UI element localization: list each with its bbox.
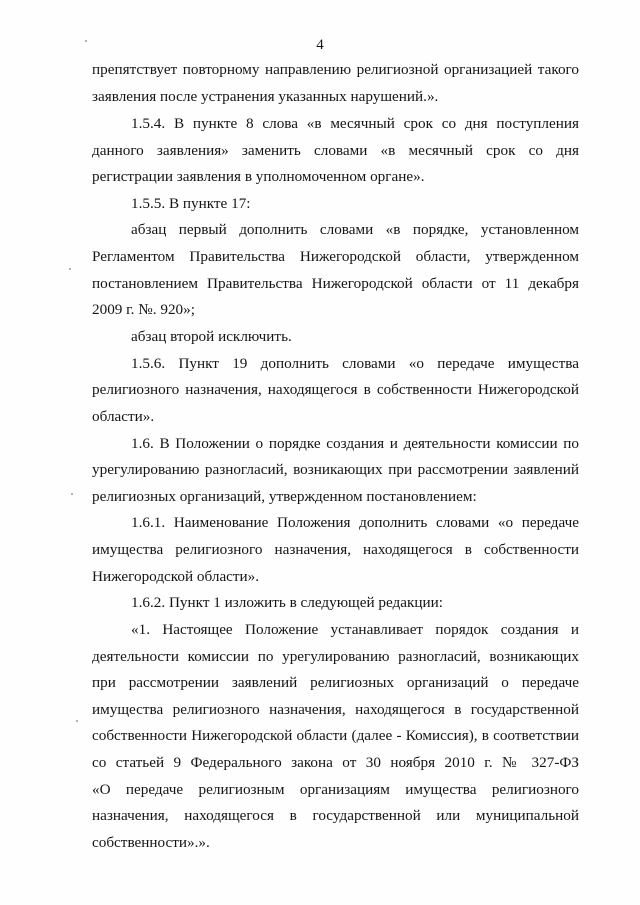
text-line: религиозного назначения, находящегося в собственности Нижегородской bbox=[92, 381, 579, 398]
scan-speck bbox=[71, 493, 73, 495]
text-line: 1.6. В Положении о порядке создания и деятельности комиссии по bbox=[131, 435, 579, 452]
text-line: 1.6.2. Пункт 1 изложить в следующей редакции: bbox=[131, 594, 444, 611]
text-line: урегулированию разногласий, возникающих при рассмотрении заявлений bbox=[92, 461, 579, 478]
text-line: области». bbox=[92, 408, 155, 425]
text-line: имущества религиозного назначения, находящегося в государственной bbox=[92, 701, 579, 718]
text-line: Нижегородской области». bbox=[92, 568, 260, 585]
text-line: заявления после устранения указанных нарушений.». bbox=[92, 88, 439, 105]
text-line: 1.6.1. Наименование Положения дополнить словами «о передаче bbox=[131, 514, 579, 531]
text-line: собственности Нижегородской области (далее - Комиссия), в соответствии bbox=[92, 727, 579, 744]
text-line: «1. Настоящее Положение устанавливает порядок создания и bbox=[131, 621, 579, 638]
text-line: абзац второй исключить. bbox=[131, 328, 292, 345]
text-line: 1.5.4. В пункте 8 слова «в месячный срок со дня поступления bbox=[131, 115, 579, 132]
text-line: данного заявления» заменить словами «в месячный срок со дня bbox=[92, 142, 579, 159]
text-line: «О передаче религиозным организациям имущества религиозного bbox=[92, 781, 579, 798]
text-line: Регламентом Правительства Нижегородской области, утвержденном bbox=[92, 248, 579, 265]
page-number: 4 bbox=[316, 37, 324, 53]
scan-speck bbox=[69, 268, 71, 270]
text-line: 2009 г. №. 920»; bbox=[92, 301, 195, 318]
scan-speck bbox=[85, 40, 87, 42]
text-line: постановлением Правительства Нижегородской области от 11 декабря bbox=[92, 275, 579, 292]
text-line: имущества религиозного назначения, находящегося в собственности bbox=[92, 541, 579, 558]
text-line: препятствует повторному направлению религиозной организацией такого bbox=[92, 61, 579, 78]
text-line: регистрации заявления в уполномоченном органе». bbox=[92, 168, 425, 185]
text-line: религиозных организаций, утвержденном постановлением: bbox=[92, 488, 477, 505]
text-line: 1.5.5. В пункте 17: bbox=[131, 195, 251, 212]
text-line: назначения, находящегося в государственной или муниципальной bbox=[92, 807, 579, 824]
text-line: со статьей 9 Федерального закона от 30 ноября 2010 г. № 327-ФЗ bbox=[92, 754, 579, 771]
text-line: абзац первый дополнить словами «в порядке, установленном bbox=[131, 221, 579, 238]
text-line: собственности».». bbox=[92, 834, 210, 851]
text-line: при рассмотрении заявлений религиозных организаций о передаче bbox=[92, 674, 579, 691]
text-line: 1.5.6. Пункт 19 дополнить словами «о передаче имущества bbox=[131, 355, 579, 372]
scan-speck bbox=[76, 720, 78, 722]
text-line: деятельности комиссии по урегулированию разногласий, возникающих bbox=[92, 648, 579, 665]
